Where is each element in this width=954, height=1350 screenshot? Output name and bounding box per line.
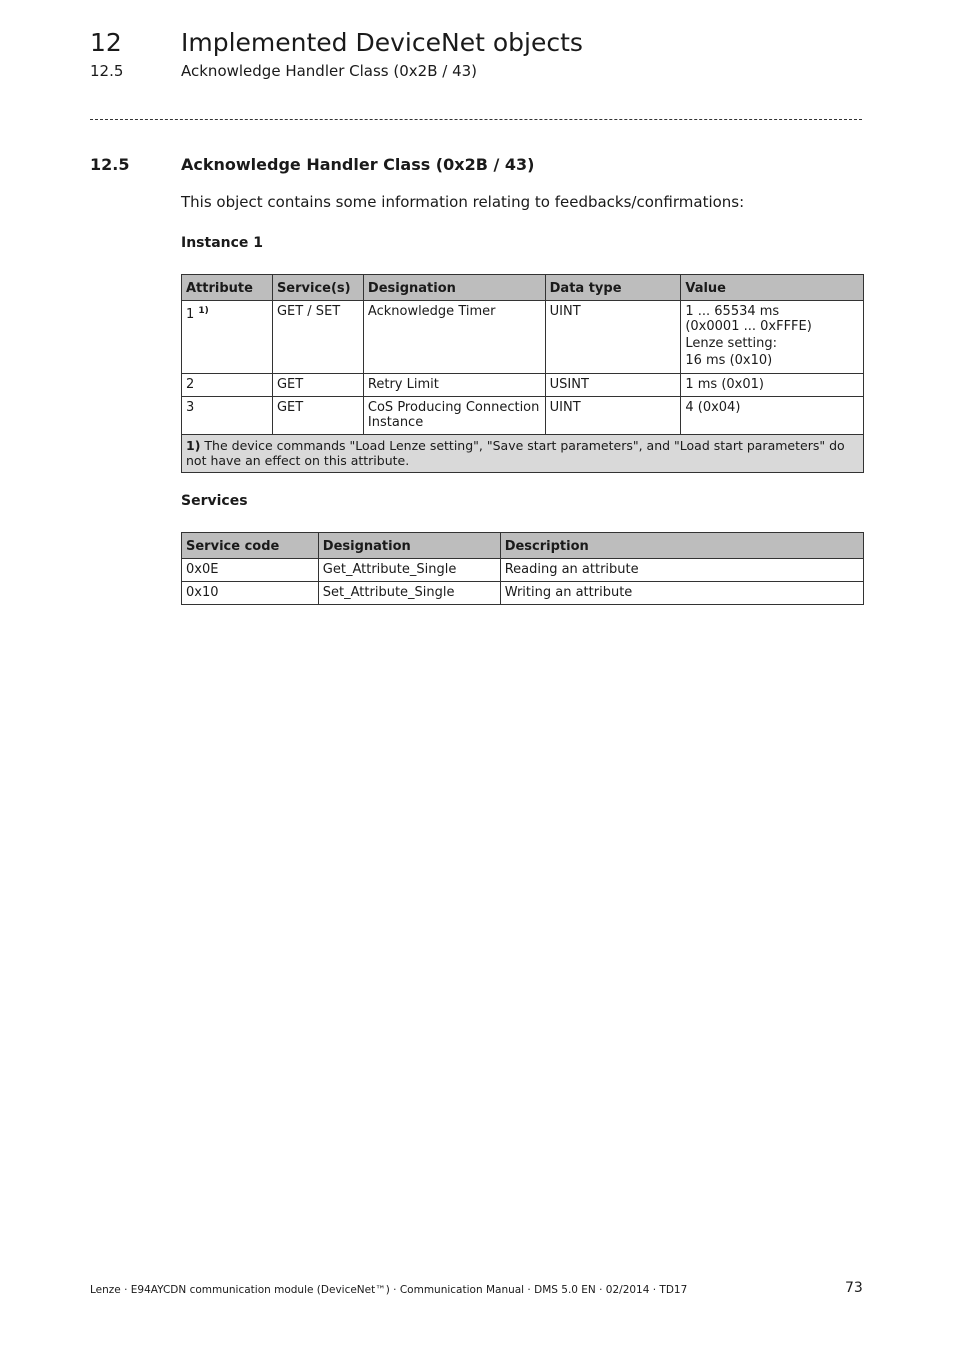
designation-cell: Get_Attribute_Single	[318, 559, 500, 582]
service-code-cell: 0x0E	[182, 559, 319, 582]
data-type-cell: UINT	[545, 397, 681, 435]
column-header: Designation	[318, 533, 500, 559]
value-cell: 4 (0x04)	[681, 397, 864, 435]
table-header-row	[182, 533, 864, 559]
column-header: Description	[500, 533, 863, 559]
value-line: 16 ms (0x10)	[685, 353, 773, 368]
value-line: (0x0001 ... 0xFFFE)	[685, 319, 812, 334]
table-row	[182, 559, 864, 582]
header-section-title: Acknowledge Handler Class (0x2B / 43)	[181, 62, 478, 80]
value-line: Lenze setting:	[685, 336, 777, 351]
table-row	[182, 582, 864, 605]
footnote-ref: 1)	[198, 306, 209, 316]
column-header: Service(s)	[272, 275, 363, 301]
footnote-cell	[182, 435, 864, 473]
column-header: Designation	[363, 275, 545, 301]
footnote-row	[182, 435, 864, 473]
chapter-number: 12	[90, 28, 122, 57]
instance-heading: Instance 1	[181, 235, 264, 251]
table-row	[182, 397, 864, 435]
chapter-title: Implemented DeviceNet objects	[181, 28, 583, 57]
designation-cell: Retry Limit	[363, 374, 545, 397]
header-divider	[90, 119, 862, 120]
footnote-text: The device commands "Load Lenze setting", "Save start parameters", and "Load start parameters" do not have an effect on this attribute.	[186, 438, 845, 468]
services-cell: GET / SET	[272, 301, 363, 374]
attribute-cell: 3	[182, 397, 273, 435]
data-type-cell: UINT	[545, 301, 681, 374]
value-cell	[681, 301, 864, 374]
services-cell: GET	[272, 397, 363, 435]
footer-text: Lenze · E94AYCDN communication module (DeviceNet™) · Communication Manual · DMS 5.0 EN · 02/2014 · TD17	[90, 1284, 688, 1296]
column-header: Data type	[545, 275, 681, 301]
section-title: Acknowledge Handler Class (0x2B / 43)	[181, 155, 535, 174]
services-cell: GET	[272, 374, 363, 397]
designation-cell: CoS Producing Connection Instance	[363, 397, 545, 435]
designation-cell: Set_Attribute_Single	[318, 582, 500, 605]
service-code-cell: 0x10	[182, 582, 319, 605]
intro-text: This object contains some information relating to feedbacks/confirmations:	[181, 193, 745, 211]
value-line: 1 ... 65534 ms	[685, 304, 780, 319]
column-header: Service code	[182, 533, 319, 559]
data-type-cell: USINT	[545, 374, 681, 397]
attribute-cell: 1 $^{1)}$	[182, 301, 273, 374]
table-row	[182, 301, 864, 374]
column-header: Attribute	[182, 275, 273, 301]
description-cell: Writing an attribute	[500, 582, 863, 605]
services-heading: Services	[181, 493, 248, 509]
attribute-table	[181, 274, 864, 473]
table-row	[182, 374, 864, 397]
header-section-number: 12.5	[90, 62, 124, 80]
footnote-mark: 1)	[186, 438, 201, 453]
attribute-cell: 2	[182, 374, 273, 397]
column-header: Value	[681, 275, 864, 301]
services-table	[181, 532, 864, 605]
description-cell: Reading an attribute	[500, 559, 863, 582]
value-cell: 1 ms (0x01)	[681, 374, 864, 397]
section-number: 12.5	[90, 155, 130, 174]
table-header-row	[182, 275, 864, 301]
designation-cell: Acknowledge Timer	[363, 301, 545, 374]
page-number: 73	[845, 1280, 863, 1296]
